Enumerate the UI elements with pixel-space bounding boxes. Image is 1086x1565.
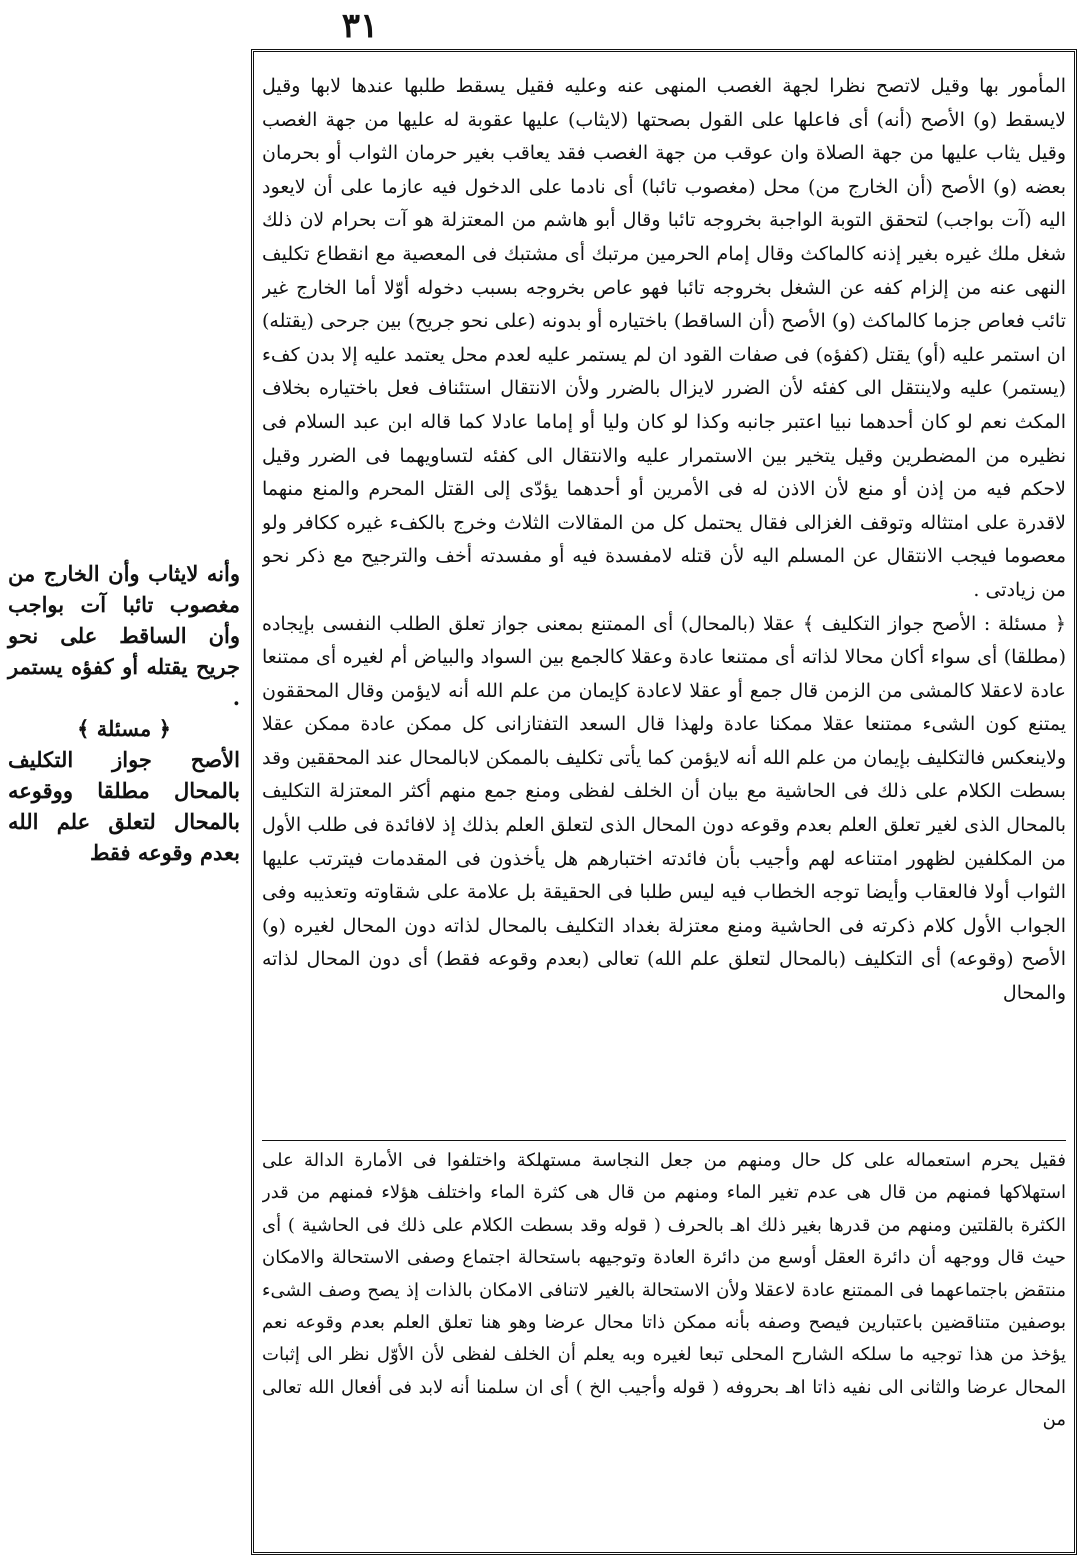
footnote-paragraph: فقيل يحرم استعماله على كل حال ومنهم من جعل النجاسة مستهلكة واختلفوا فى الأمارة الدالة على استهلاكها فمنهم من قال هى عدم تغير الماء ومنهم من قال هى كثرة الماء واختلف هؤلاء فمنهم من قدر الكثرة بالقلتين ومنهم من قدرها بغير ذلك اهـ بالحرف ( قوله وقد بسطت الكلام على ذلك فى الحاشية ) أى حيث قال ووجهه أن دائرة العقل أوسع من دائرة العادة وتوجيهه باستحالة اجتماع وصفى الاستحالة والامكان منتقض باجتماعهما فى الممتنع عادة لاعقلا ولأن الاستحالة بالغير لاتنافى الامكان بالذات إذ يصح وصف الشىء بوصفين متناقضين باعتبارين فيصح وصفه بأنه ممكن ذاتا محال عرضا وهو هنا تعلق العلم بعدم وقوعه نعم يؤخذ من هذا توجيه ما سلكه الشارح المحلى تبعا لغيره وبه يعلم أن الخلف لفظى لأن الأوّل نظر الى إثبات المحال عرضا والثانى الى نفيه ذاتا اهـ بحروفه ( قوله وأجيب الخ ) أى ان سلمنا أنه لابد فى أفعال الله تعالى من: [262, 1150, 1066, 1431]
text-frame: [251, 49, 1077, 1555]
footnote-divider: [262, 1140, 1066, 1141]
main-paragraph: ﴿ مسئلة : الأصح جواز التكليف ﴾ عقلا (بالمحال) أى الممتنع بمعنى جواز تعلق الطلب النفسى بإيجاده (مطلقا) أى سواء أكان محالا لذاته أى ممتنعا عادة وعقلا كالجمع بين السواد والبياض أم لغيره أى ممتنعا عادة لاعقلا كالمشى من الزمن قال جمع أو عقلا لاعادة كإيمان من علم الله أنه لايؤمن وقال المحققون يمتنع كون الشىء ممتنعا عقلا ممكنا عادة ولهذا قال السعد التفتازانى كل ممكن عادة ممكن عقلا ولاينعكس فالتكليف بإيمان من علم الله أنه لايؤمن كما يأتى تكليف بالممكن لابالمحال عند المحققين وقد بسطت الكلام على ذلك فى الحاشية مع بيان أن الخلف لفظى ومنع جمع منهم أكثر المعتزلة التكليف بالمحال الذى لغير تعلق العلم بعدم وقوعه دون المحال الذى لتعلق العلم بذلك إذ لافائدة فى طلب الأول من المكلفين لظهور امتناعه لهم وأجيب بأن فائدته اختبارهم هل يأخذون فى المقدمات فيترتب عليها الثواب أولا فالعقاب وأيضا توجه الخطاب فيه ليس طلبا فى الحقيقة بل علامة على شقاوته وتعذيبه وفى الجواب الأول كلام ذكرته فى الحاشية ومنع معتزلة بغداد التكليف بالمحال لذاته دون المحال لغيره (و) الأصح (وقوعه) أى التكليف (بالمحال لتعلق علم الله) تعالى (بعدم وقوعه فقط) أى دون المحال لذاته والمحال: [262, 612, 1066, 1005]
main-text: [262, 70, 1066, 1190]
margin-summary-heading: ﴿ مسئلة ﴾: [77, 716, 171, 741]
page-edge-mark: [1076, 256, 1084, 266]
margin-summary-bottom: الأصح جواز التكليف بالمحال مطلقا ووقوعه بالمحال لتعلق علم الله بعدم وقوعه فقط: [8, 747, 240, 865]
margin-summary-top: وأنه لايثاب وأن الخارج من مغصوب تائبا آت بواجب وأن الساقط على نحو جريح يقتله أو كفؤه يستمر .: [8, 561, 240, 710]
margin-summary: [8, 558, 240, 868]
footnote-text: [262, 1145, 1066, 1550]
page-number: ٣١: [341, 6, 379, 46]
page-edge-mark: [1076, 566, 1084, 576]
page-edge-mark: [1076, 1304, 1084, 1314]
main-paragraph: المأمور بها وقيل لاتصح نظرا لجهة الغصب المنهى عنه وعليه فقيل يسقط طلبها عندها لابها وقيل لايسقط (و) الأصح (أنه) أى فاعلها على القول بصحتها (لايثاب) عليها عقوبة له عليها من جهة الغصب وقيل يثاب عليها من جهة الصلاة وان عوقب من جهة الغصب فقد يعاقب بغير حرمان الثواب أو بحرمان بعضه (و) الأصح (أن الخارج من) محل (مغصوب تائبا) أى نادما على الدخول فيه عازما على أن لايعود اليه (آت بواجب) لتحقق التوبة الواجبة بخروجه تائبا وقال أبو هاشم من المعتزلة هو آت بحرام لان ذلك شغل ملك غيره بغير إذنه كالماكث وقال إمام الحرمين مرتبك أى مشتبك فى المعصية مع انقطاع تكليف النهى عنه من إلزام كفه عن الشغل بخروجه تائبا فهو عاص بخروجه بسبب دخوله أوّلا أما الخارج غير تائب فعاص جزما كالماكث (و) الأصح (أن الساقط) باختياره أو بدونه (على نحو جريح) بين جرحى (يقتله) ان استمر عليه (أو) يقتل (كفؤه) فى صفات القود ان لم يستمر عليه لعدم محل يعتمد عليه إلا بدن كفء (يستمر) عليه ولاينتقل الى كفئه لأن الضرر لايزال بالضرر ولأن الانتقال استئناف فعل باختياره بخلاف المكث نعم لو كان أحدهما نبيا اعتبر جانبه وكذا لو كان وليا أو إماما عادلا كما قاله ابن عبد السلام فى نظيره من المضطرين وقيل يتخير بين الاستمرار عليه والانتقال الى كفئه لتساويهما فى الضرر وقيل لاحكم فيه من إذن أو منع لأن الاذن له فى الأمرين أو أحدهما يؤدّى إلى القتل المحرم والمنع منهما لاقدرة على امتثاله وتوقف الغزالى فقال يحتمل كل من المقالات الثلاث وخرج بالكفء غيره ككافر ولو معصوما فيجب الانتقال عن المسلم اليه لأن قتله لامفسدة فيه أو مفسدته أخف والترجيح مع ذكر نحو من زيادتى .: [262, 75, 1066, 601]
